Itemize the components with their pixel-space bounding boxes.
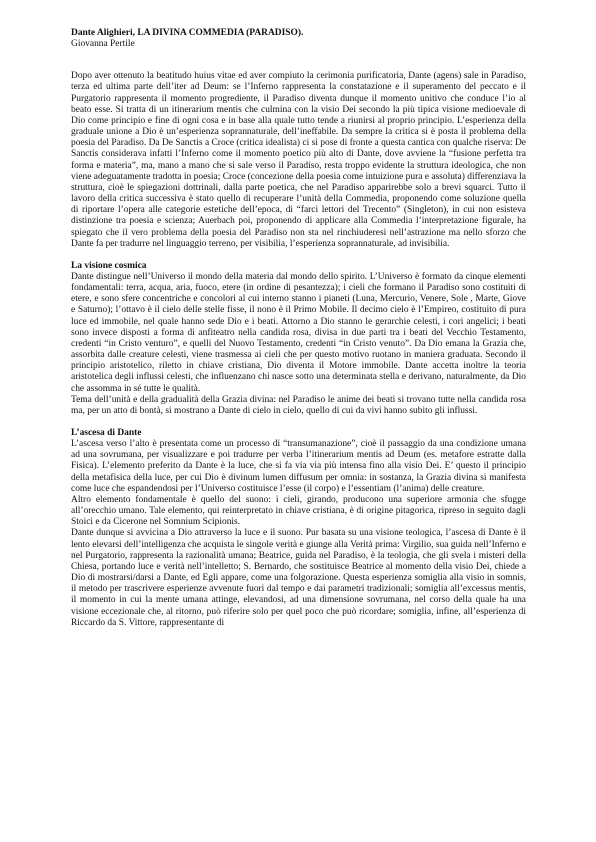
section-heading-ascesa-di-dante: L’ascesa di Dante xyxy=(71,428,142,438)
section-paragraph: Altro elemento fondamentale è quello del suono: i cieli, girando, producono una superiore armonia che sfugge all’orecchio umano. Tale elemento, qui reinterpretato in chiave cristiana, è di origine pitagorica, ripreso in seguito dagli Stoici e da Cicerone nel Somnium Scipionis. xyxy=(71,494,526,528)
spacer xyxy=(71,250,526,261)
section-paragraph: Tema dell’unità e della gradualità della Grazia divina: nel Paradiso le anime dei beati si trovano tutte nella candida rosa ma, per un atto di bontà, si mostrano a Dante di cielo in cielo, quello di cui da vivi hanno subito gli influssi. xyxy=(71,394,526,416)
intro-paragraph: Dopo aver ottenuto la beatitudo huius vitae ed aver compiuto la cerimonia purificatoria, Dante (agens) sale in Paradiso, terza ed ultima parte dell’iter ad Deum: se l’Inferno rappresenta la constatazione e il superamento del peccato e il Purgatorio rappresenta il momento progrediente, il Paradiso diventa dunque il momento unitivo che conduce l’io al beato esse. Si tratta di un itinerarium mentis che culmina con la visio Dei secondo la più tipica visione medioevale di Dio come principio e fine di ogni cosa e in base alla quale tutto tende a riunirsi al proprio principio. L’esperienza della graduale unione a Dio è un’esperienza soprannaturale, dell’ineffabile. Da sempre la critica si è posta il problema della poesia del Paradiso. Da De Sanctis a Croce (critica idealista) ci si pose di fronte a questa cantica con qualche riserva: De Sanctis considerava infatti l’Inferno come il momento poetico più alto di Dante, dove avviene la “fusione perfetta tra forma e materia”, ma, mano a mano che si sale verso il Paradiso, resta troppo evidente la struttura ideologica, che non viene adeguatamente tradotta in poesia; Croce (concezione della poesia come intuizione pura e assoluta) differenziava la struttura, cioè le spiegazioni dottrinali, dalla parte poetica, che nel Paradiso apparirebbe solo a brevi squarci. Tutto il lavoro della critica successiva è stato quello di recuperare l’unità della Commedia, proponendo come soluzione quella di riportare l’opera alle categorie estetiche dell’epoca, di “farci lettori del Trecento” (Singleton), in cui non esisteva distinzione tra poesia e scienza; Auerbach poi, proponendo di applicare alla Commedia l’interpretazione figurale, ha spiegato che il vero problema della poesia del Paradiso non sta nel rinchiuderesi nell’astrazione ma nello sforzo che Dante fa per tradurre nel linguaggio terreno, per visibilia, l’esperienza soprannaturale, ad invisibilia. xyxy=(71,71,526,249)
spacer xyxy=(71,50,526,71)
spacer xyxy=(71,417,526,428)
section-paragraph: Dante dunque si avvicina a Dio attraverso la luce e il suono. Pur basata su una visione teologica, l’ascesa di Dante è il lento elevarsi dell’intelligenza che acquista le singole verità e giunge alla Verità prima: Virgilio, sua guida nell’Inferno e nel Purgatorio, rappresenta la razionalità umana; Beatrice, guida nel Paradiso, è la teologia, che gli svela i misteri della Chiesa, portando luce e verità nell’intelletto; S. Bernardo, che sostituisce Beatrice al momento della visio Dei, chiede a Dio di mostrarsi/darsi a Dante, ed Egli appare, come una folgorazione. Questa esperienza somiglia alla visio in somnis, il metodo per trascrivere esperienze avvenute fuori dal tempo e dai parametri tradizionali; somiglia all’excessus mentis, il momento in cui la mente umana attinge, elevandosi, ad una dimensione sovrumana, nel corso della quale ha una visione eccezionale che, al ritorno, può riferire solo per quel poco che può ricordare; somiglia, infine, all’esperienza di Riccardo da S. Vittore, rappresentante di xyxy=(71,528,526,628)
section-heading-visione-cosmica: La visione cosmica xyxy=(71,260,147,271)
section-paragraph: Dante distingue nell’Universo il mondo della materia dal mondo dello spirito. L’Universo è formato da cinque elementi fondamentali: terra, acqua, aria, fuoco, etere (in ordine di pesantezza); i cieli che formano il Paradiso sono costituiti di etere, e sono sfere concentriche e concolori al cui interno stanno i pianeti (Luna, Mercurio, Venere, Sole , Marte, Giove e Saturno); l’ottavo è il cielo delle stelle fisse, il nono è il Primo Mobile. Il decimo cielo è l’Empireo, costituito di pura luce ed immobile, nel quale hanno sede Dio e i beati. Attorno a Dio stanno le gerarchie celesti, i cori angelici; i beati sono invece disposti a forma di anfiteatro nella candida rosa, divisa in due parti tra i beati del Vecchio Testamento, credenti “in Cristo venturo”, e quelli del Nuovo Testamento, credenti “in Cristo venuto”. Da Dio emana la Grazia che, assorbita dalle creature celesti, viene trasmessa ai cieli che per questo motivo ruotano in maniera graduata. Secondo il principio aristotelico, riletto in chiave cristiana, Dio diventa il Motore immobile. Dante accetta inoltre la teoria aristotelica degli influssi celesti, che influenzano chi nasce sotto una determinata stella e derivano, naturalmente, da Dio che assomma in sé tutte le qualità. xyxy=(71,271,526,394)
document-page xyxy=(71,28,526,629)
document-author: Giovanna Pertile xyxy=(71,39,135,50)
document-title: Dante Alighieri, LA DIVINA COMMEDIA (PARADISO). xyxy=(71,28,304,38)
section-paragraph: L’ascesa verso l’alto è presentata come un processo di “transumanazione”, cioè il passaggio da una condizione umana ad una sovrumana, per visualizzare e poi tradurre per verba l’itinerarium mentis ad Deum (es. metafore estratte dalla Fisica). L’elemento preferito da Dante è la luce, che si fa via via più intensa fino alla visio Dei. E’ questo il principio della metafisica della luce, per cui Dio è divinum lumen diffusum per omnia: in sostanza, la Grazia divina si manifesta come luce che espandendosi per l’Universo costituisce l’esse (il corpo) e l’essentiam (l’anima) delle creature. xyxy=(71,439,526,494)
